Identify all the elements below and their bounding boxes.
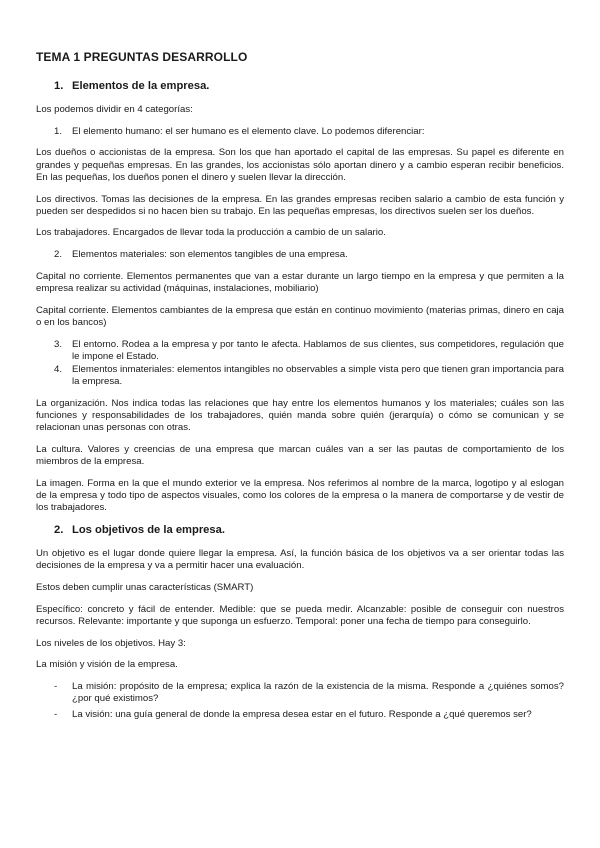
- numbered-list-3: [36, 339, 564, 389]
- list-item-number: 3.: [54, 338, 63, 350]
- intro-paragraph: Los podemos dividir en 4 categorías:: [36, 104, 193, 115]
- list-item-materiales: [36, 249, 564, 261]
- list-item-text: El elemento humano: el ser humano es el elemento clave. Lo podemos diferenciar:: [72, 125, 425, 137]
- list-item-text: Elementos materiales: son elementos tangibles de una empresa.: [72, 249, 348, 261]
- paragraph-organizacion: La organización. Nos indica todas las relaciones que hay entre los elementos humanos y los materiales; cuáles son las funciones y responsabilidades de los trabajadores, quién manda sobre quién (jerarquía) o cómo se comunican y se relacionan unas personas con otras.: [36, 397, 564, 434]
- paragraph-capital-no-corriente: Capital no corriente. Elementos permanentes que van a estar durante un largo tiempo en la empresa y que permiten a la empresa realizar su actividad (máquinas, instalaciones, mobiliario): [36, 270, 564, 295]
- bullet-text: La misión: propósito de la empresa; explica la razón de la existencia de la misma. Responde a ¿quiénes somos? ¿por qué existimos?: [72, 681, 564, 705]
- paragraph-trabajadores: Los trabajadores. Encargados de llevar toda la producción a cambio de un salario.: [36, 227, 386, 239]
- section-2-number: 2.: [54, 524, 64, 537]
- list-item-entorno: [36, 339, 564, 363]
- paragraph-mision-vision: La misión y visión de la empresa.: [36, 659, 178, 671]
- list-item-text: El entorno. Rodea a la empresa y por tanto le afecta. Hablamos de sus clientes, sus competidores, regulación que le impone el Estado.: [72, 338, 564, 362]
- section-1-number: 1.: [54, 80, 64, 92]
- section-1-title: Elementos de la empresa.: [72, 80, 210, 92]
- section-2-heading: [36, 524, 564, 536]
- paragraph-cultura: La cultura. Valores y creencias de una empresa que marcan cuáles van a ser las pautas de comportamiento de los miembros de la empresa.: [36, 444, 564, 468]
- bullet-item-mision: [36, 681, 564, 705]
- bullet-dash: -: [54, 681, 58, 692]
- list-item-number: 4.: [54, 364, 63, 376]
- paragraph-directivos: Los directivos. Tomas las decisiones de la empresa. En las grandes empresas reciben salario a cambio de esta función y pueden ser despedidos si no hacen bien su trabajo. En las pequeñas empresas, los directivos suelen ser los dueños.: [36, 193, 564, 217]
- document-title: TEMA 1 PREGUNTAS DESARROLLO: [36, 50, 248, 64]
- paragraph-imagen: La imagen. Forma en la que el mundo exterior ve la empresa. Nos referimos al nombre de la marca, logotipo y al eslogan de la empresa y todo tipo de aspectos visuales, como los colores de la empresa o la manera de comportarse y de vestir de los trabajadores.: [36, 477, 564, 514]
- bullet-item-vision: [36, 709, 564, 721]
- section-2-title: Los objetivos de la empresa.: [72, 524, 225, 537]
- numbered-list-1: [36, 126, 564, 138]
- paragraph-niveles: Los niveles de los objetivos. Hay 3:: [36, 637, 186, 649]
- bullet-text: La visión: una guía general de donde la empresa desea estar en el futuro. Responde a ¿qué queremos ser?: [72, 709, 532, 721]
- list-item-inmateriales: [36, 364, 564, 388]
- paragraph-capital-corriente: Capital corriente. Elementos cambiantes de la empresa que están en continuo movimiento (materias primas, dinero en caja o en los bancos): [36, 304, 564, 328]
- list-item-number: 1.: [54, 125, 63, 137]
- list-item-number: 2.: [54, 249, 63, 261]
- paragraph-duenos: Los dueños o accionistas de la empresa. Son los que han aportado el capital de las empresas. Su papel es diferente en grandes y pequeñas empresas. En las grandes, los accionistas sólo aportan dinero y a cambio esperan recibir beneficios. En las pequeñas, los dueños ponen el dinero y suelen llevar la dirección.: [36, 147, 564, 183]
- section-1-heading: [36, 80, 564, 92]
- list-item-human: [36, 126, 564, 138]
- list-item-text: Elementos inmateriales: elementos intangibles no observables a simple vista pero que tienen gran importancia para la empresa.: [72, 364, 564, 388]
- bullet-dash: -: [54, 709, 58, 721]
- paragraph-smart: Estos deben cumplir unas características (SMART): [36, 581, 254, 593]
- paragraph-objetivo: Un objetivo es el lugar donde quiere llegar la empresa. Así, la función básica de los objetivos va a ser orientar todas las decisiones de la empresa y va a permitir hacer una evaluación.: [36, 548, 564, 572]
- numbered-list-2: [36, 249, 564, 261]
- bullet-list: [36, 681, 564, 722]
- paragraph-especifico: Específico: concreto y fácil de entender. Medible: que se pueda medir. Alcanzable: posible de conseguir con nuestros recursos. Relevante: importante y que suponga un esfuerzo. Temporal: poner una fecha de tiempo para conseguirlo.: [36, 603, 564, 627]
